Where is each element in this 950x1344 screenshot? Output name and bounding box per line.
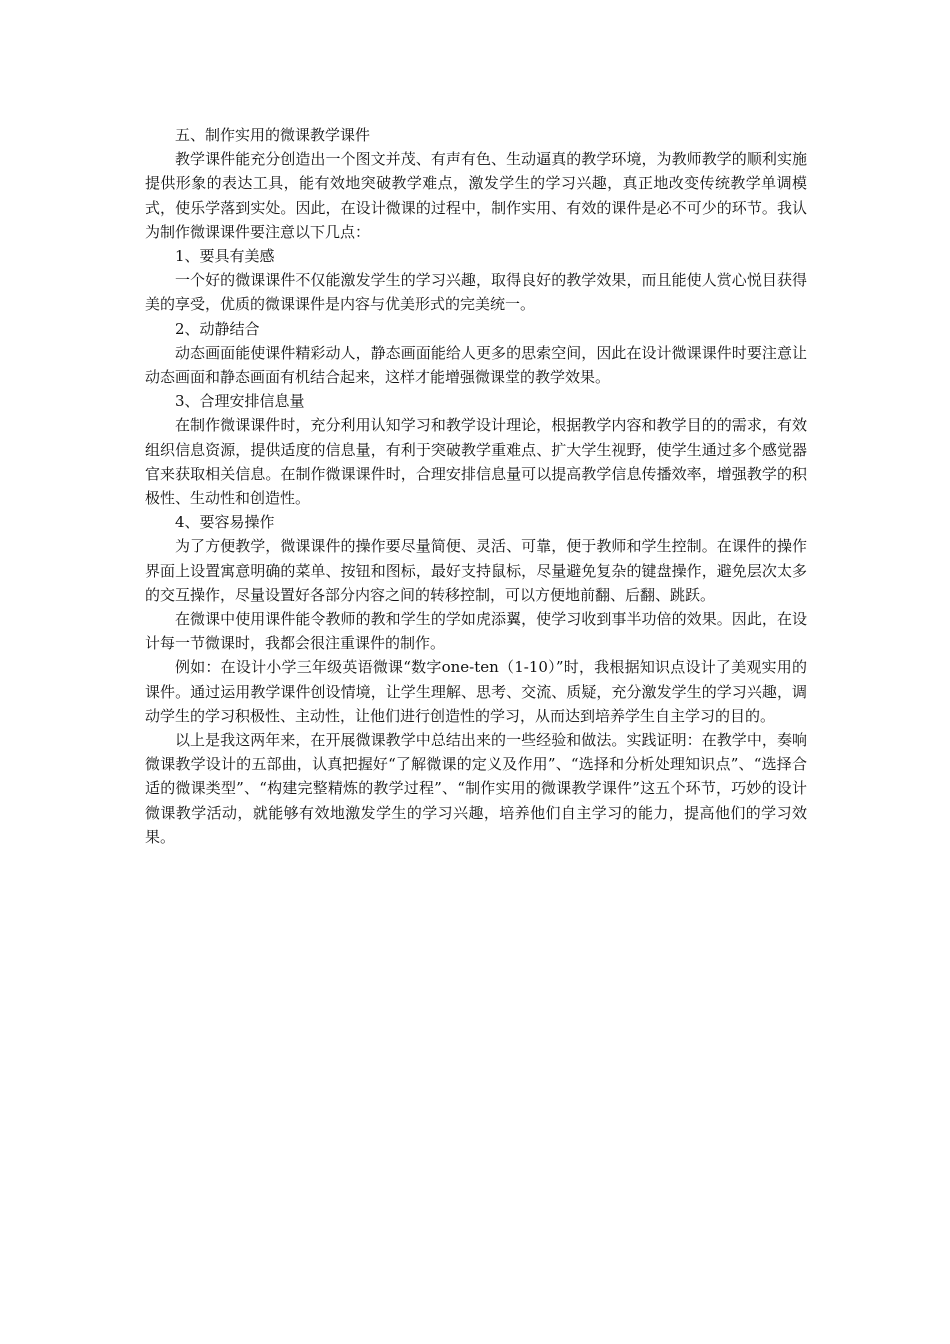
point-3-body: 在制作微课课件时，充分利用认知学习和教学设计理论，根据教学内容和教学目的的需求，有效组织信息资源，提供适度的信息量，有利于突破教学重难点、扩大学生视野，使学生通过多个感觉器官来获取相关信息。在制作微课课件时，合理安排信息量可以提高教学信息传播效率，增强教学的积极性、生动性和创造性。: [145, 416, 807, 508]
point-4-body: 为了方便教学，微课课件的操作要尽量简便、灵活、可靠，便于教师和学生控制。在课件的操作界面上设置寓意明确的菜单、按钮和图标，最好支持鼠标，尽量避免复杂的键盘操作，避免层次太多的交互操作，尽量设置好各部分内容之间的转移控制，可以方便地前翻、后翻、跳跃。: [145, 537, 807, 604]
point-4-heading: 4、要容易操作: [175, 513, 275, 532]
section-title: 五、制作实用的微课教学课件: [175, 126, 371, 144]
usage-paragraph: 在微课中使用课件能令教师的教和学生的学如虎添翼，使学习收到事半功倍的效果。因此，在设计每一节微课时，我都会很注重课件的制作。: [145, 610, 807, 653]
example-paragraph: 例如：在设计小学三年级英语微课“数字one-ten（1-10）”时，我根据知识点设计了美观实用的课件。通过运用教学课件创设情境，让学生理解、思考、交流、质疑，充分激发学生的学习兴趣，调动学生的学习积极性、主动性，让他们进行创造性的学习，从而达到培养学生自主学习的目的。: [145, 658, 807, 725]
point-1-heading: 1、要具有美感: [175, 247, 275, 266]
document-page: [145, 123, 807, 849]
intro-paragraph: 教学课件能充分创造出一个图文并茂、有声有色、生动逼真的教学环境，为教师教学的顺利实施提供形象的表达工具，能有效地突破教学难点，激发学生的学习兴趣，真正地改变传统教学单调模式，使乐学落到实处。因此，在设计微课的过程中，制作实用、有效的课件是必不可少的环节。我认为制作微课课件要注意以下几点：: [145, 150, 807, 241]
point-3-heading: 3、合理安排信息量: [175, 392, 305, 411]
point-1-body: 一个好的微课课件不仅能激发学生的学习兴趣，取得良好的教学效果，而且能使人赏心悦目获得美的享受，优质的微课课件是内容与优美形式的完美统一。: [145, 271, 807, 314]
point-2-body: 动态画面能使课件精彩动人，静态画面能给人更多的思索空间，因此在设计微课课件时要注意让动态画面和静态画面有机结合起来，这样才能增强微课堂的教学效果。: [145, 343, 807, 387]
point-2-heading: 2、动静结合: [175, 319, 260, 338]
conclusion-paragraph: 以上是我这两年来，在开展微课教学中总结出来的一些经验和做法。实践证明：在教学中，奏响微课教学设计的五部曲，认真把握好“了解微课的定义及作用”、“选择和分析处理知识点”、“选择合适的微课类型”、“构建完整精炼的教学过程”、“制作实用的微课教学课件”这五个环节，巧妙的设计微课教学活动，就能够有效地激发学生的学习兴趣，培养他们自主学习的能力，提高他们的学习效果。: [145, 731, 807, 846]
